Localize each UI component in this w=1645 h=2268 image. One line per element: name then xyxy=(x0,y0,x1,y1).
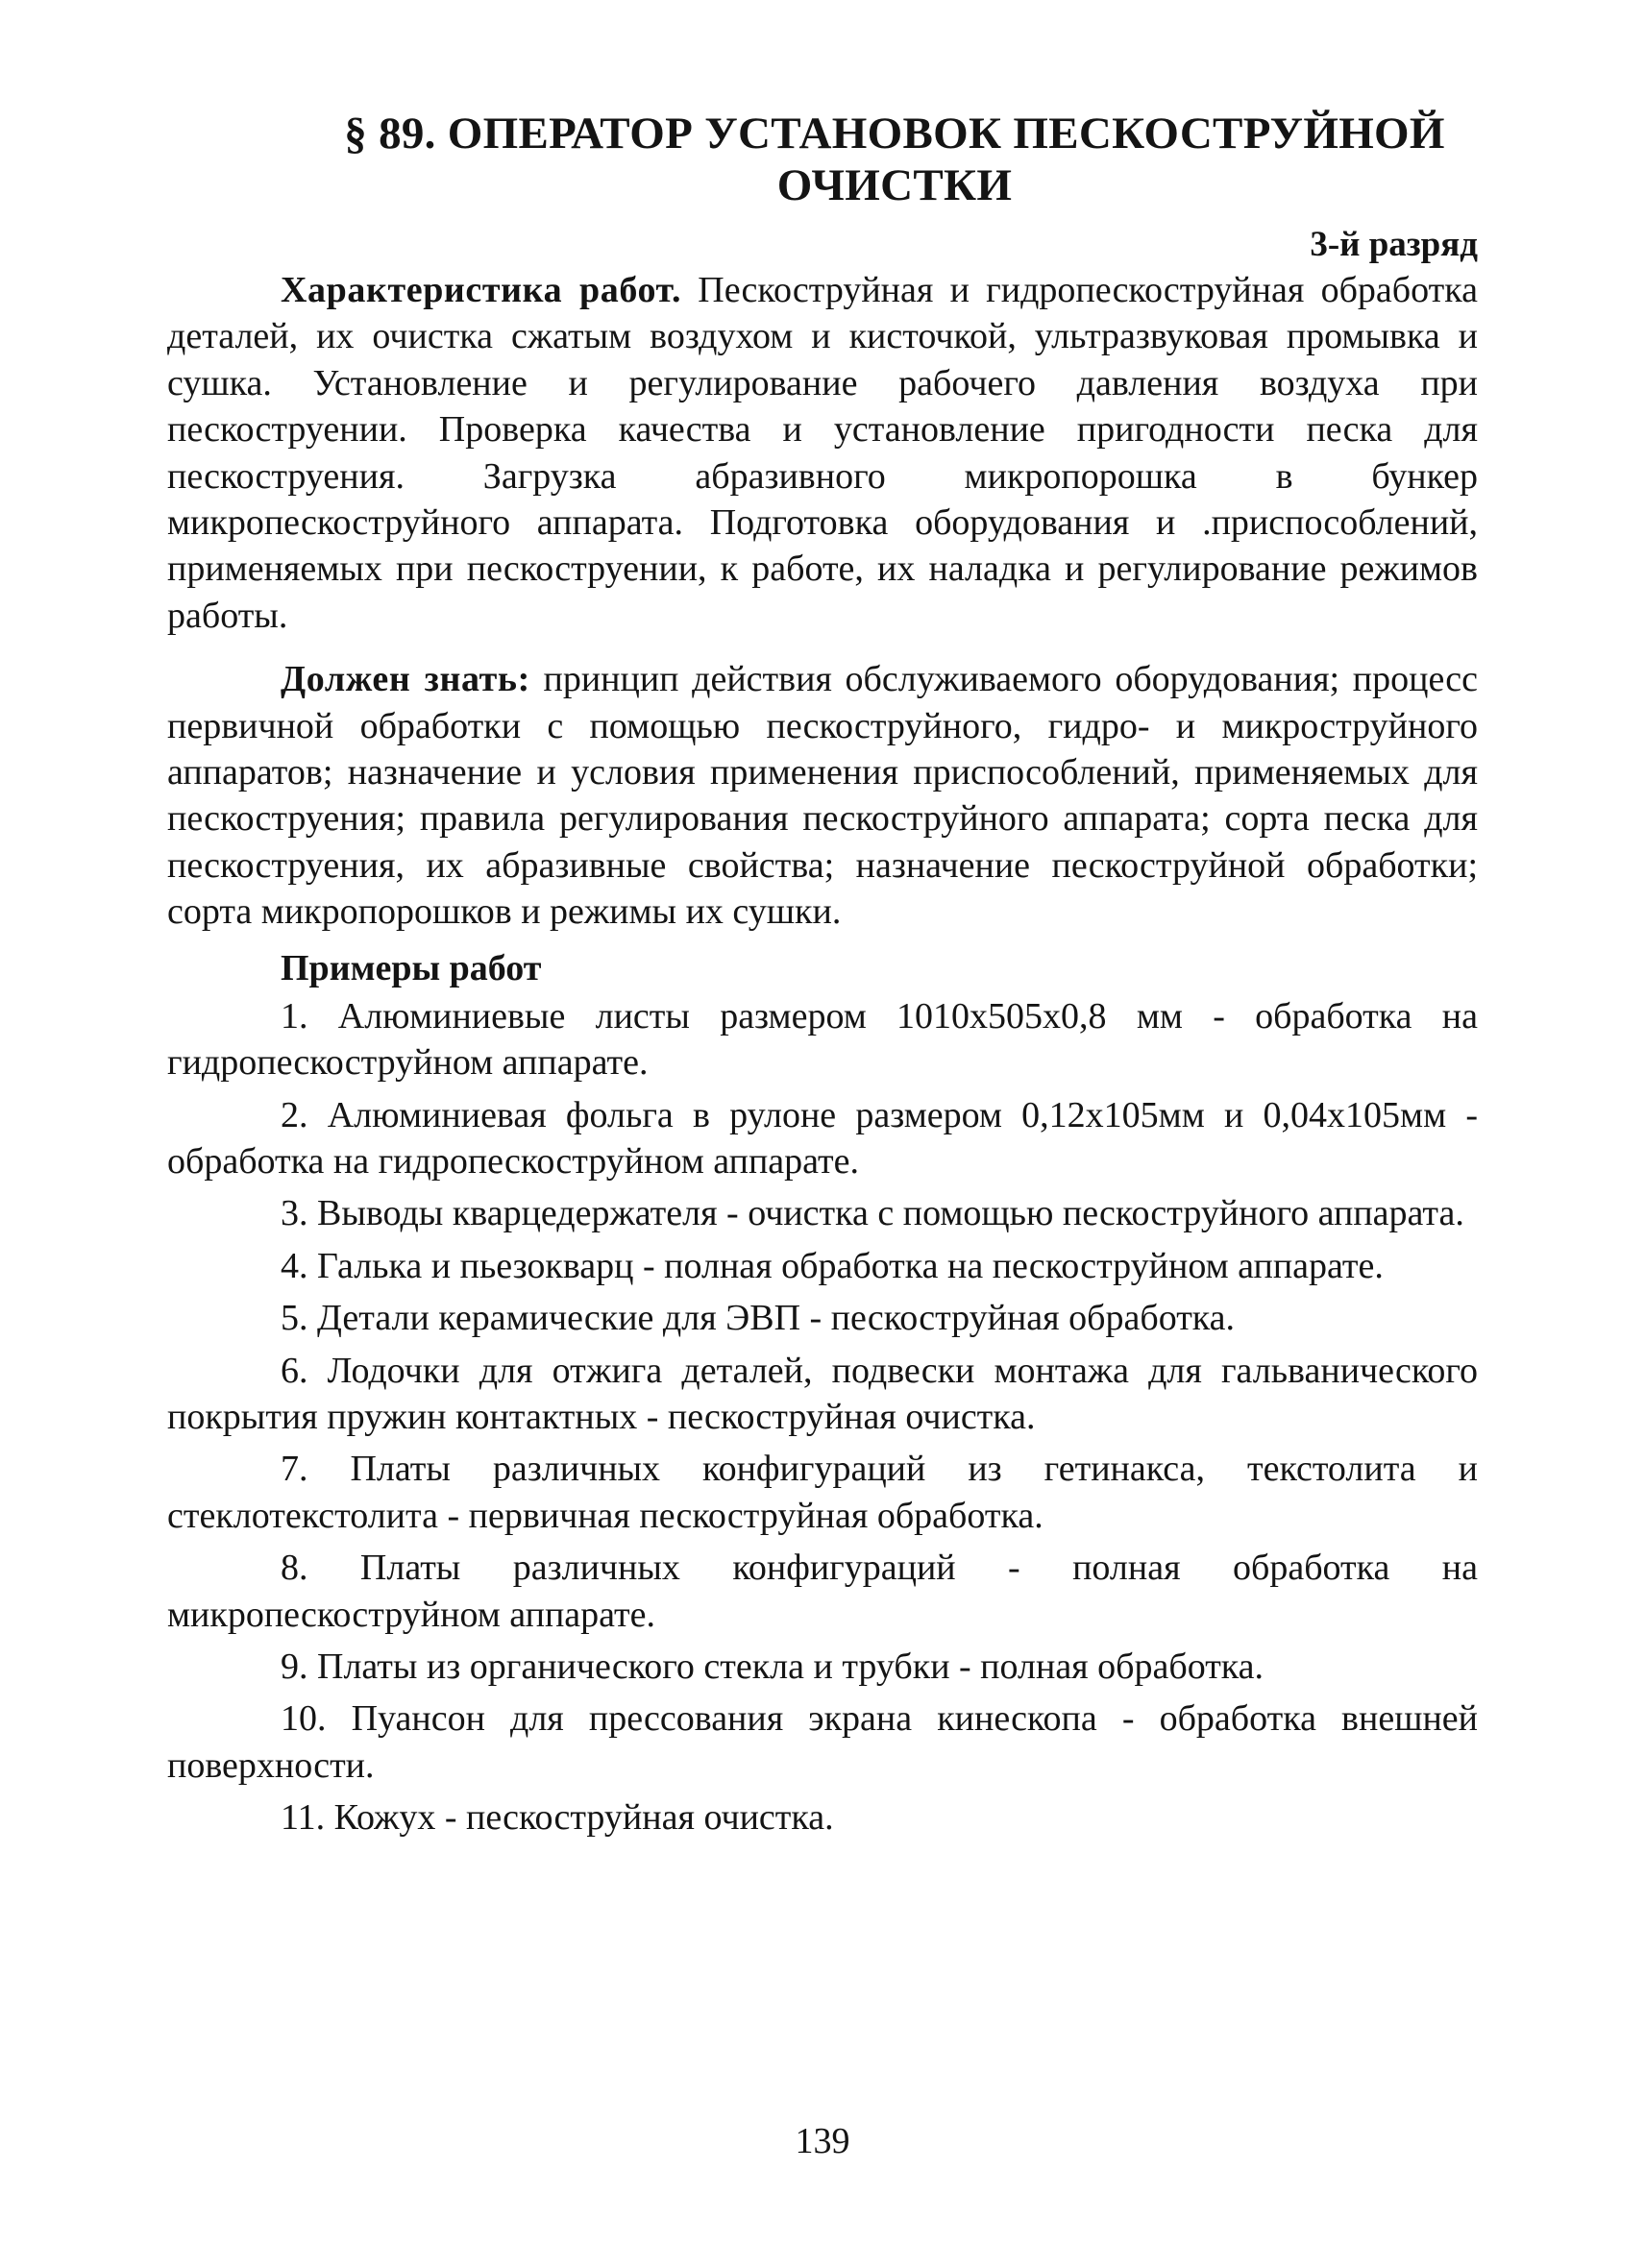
knowledge-lead: Должен знать: xyxy=(281,659,530,700)
section-title-line: ОЧИСТКИ xyxy=(776,160,1013,210)
example-item: 4. Галька и пьезокварц - полная обработка на пескоструйном аппарате. xyxy=(281,1245,1384,1286)
document-page xyxy=(167,108,1478,1841)
example-item: 7. Платы различных конфигураций из гетинакса, текстолита и стеклотекстолита - первичная пескоструйная обработка. xyxy=(167,1449,1478,1536)
examples-list xyxy=(167,993,1478,1841)
example-item: 5. Детали керамические для ЭВП - пескоструйная обработка. xyxy=(281,1298,1236,1339)
section-title-line: § 89. ОПЕРАТОР УСТАНОВОК ПЕСКОСТРУЙНОЙ xyxy=(344,109,1445,159)
grade-label: 3-й разряд xyxy=(1310,225,1478,264)
characteristics-text: Пескоструйная и гидропескоструйная обработка деталей, их очистка сжатым воздухом и кисточкой, ультразвуковая промывка и сушка. Установление и регулирование рабочего давления воздуха при пескоструении. Проверка качества и установление пригодности песка для пескоструения. Загрузка абразивного микропорошка в бункер микропескоструйного аппарата. Подготовка оборудования и .приспособлений, применяемых при пескоструении, к работе, их наладка и регулирование режимов работы. xyxy=(167,270,1478,636)
example-item: 9. Платы из органического стекла и трубки - полная обработка. xyxy=(281,1646,1264,1687)
examples-heading: Примеры работ xyxy=(281,947,542,988)
example-item: 2. Алюминиевая фольга в рулоне размером 0,12x105мм и 0,04x105мм - обработка на гидропескоструйном аппарате. xyxy=(167,1094,1478,1182)
example-item: 11. Кожух - пескоструйная очистка. xyxy=(281,1797,834,1839)
example-item: 3. Выводы кварцедержателя - очистка с помощью пескоструйного аппарата. xyxy=(281,1193,1464,1234)
page-number: 139 xyxy=(795,2121,850,2161)
knowledge-text: принцип действия обслуживаемого оборудования; процесс первичной обработки с помощью пескоструйного, гидро- и микроструйного аппаратов; назначение и условия применения приспособлений, применяемых для пескоструения; правила регулирования пескоструйного аппарата; сорта песка для пескоструения, их абразивные свойства; назначение пескоструйной обработки; сорта микропорошков и режимы их сушки. xyxy=(167,659,1478,933)
characteristics-paragraph xyxy=(167,267,1478,639)
knowledge-paragraph xyxy=(167,656,1478,935)
example-item: 1. Алюминиевые листы размером 1010x505x0,8 мм - обработка на гидропескоструйном аппарате. xyxy=(167,995,1478,1084)
example-item: 8. Платы различных конфигураций - полная обработка на микропескоструйном аппарате. xyxy=(167,1548,1478,1635)
example-item: 10. Пуансон для прессования экрана кинескопа - обработка внешней поверхности. xyxy=(167,1698,1478,1786)
section-title xyxy=(311,108,1478,211)
example-item: 6. Лодочки для отжига деталей, подвески монтажа для гальванического покрытия пружин контактных - пескоструйная очистка. xyxy=(167,1350,1478,1437)
characteristics-lead: Характеристика работ. xyxy=(281,270,682,310)
